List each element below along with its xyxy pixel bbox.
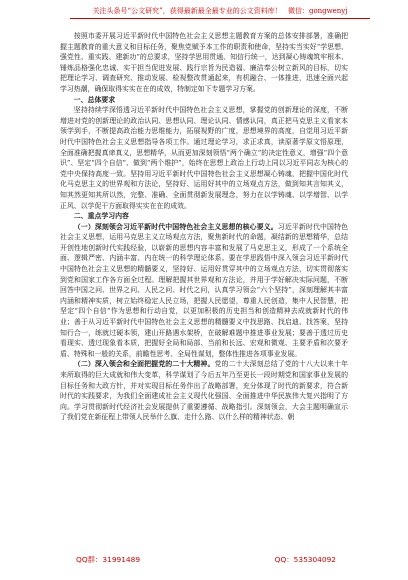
subsection-2-paragraph [60,359,348,423]
page-footer [76,554,336,565]
footer-qq: QQ：535304092 [274,555,336,564]
footer-qq-group: QQ群：31991489 [76,555,141,564]
document-body [60,31,348,423]
subsection-1-paragraph [60,222,348,360]
subsection-1-body: 习近平新时代中国特色社会主义思想，运用马克思主义立场观点方法，聚焦新时代的命题，凝结新的思想精华，总结开创性地创新时代实践经验，以崭新的思想内容丰富和发展了马克思主义，形成了一个系统全面、逻辑严密、内涵丰富、内在统一的科学理论体系。要在学思践悟中深入领会习近平新时代中国特色社会主义思想的精髓要义，坚持好、运用好贯穿其中的立场观点方法，切实贯彻落实到党和国家工作各方面全过程。理解把握其世界观和方法论，并用于学好解决实际问题，不断回答中国之问、世界之问、人民之问、时代之问，认真学习领会“六个坚持”，深刻理解其丰富内涵和精神实质，树立始终稳定人民立场，把握人民愿望，尊重人民创造，集中人民智慧，把坚定“四个自信”作为思想和行动自觉，以更加积极的历史担当和创造精神去成就新时代的伟业；善于从习近平新时代中国特色社会主义思想的精髓要义中找思路、找启迪、找答案，坚持知行合一，练就过硬本领，建山开路遇水架桥，在破解难题中推进事业发展；要善于透过历史看现实、透过现象看本质，把握好全局和局部、当前和长远、宏观和微观、主要矛盾和次要矛盾、特殊和一般的关系，前瞻性思考、全局性谋划，整体性推进各项事业发展。 [60,222,348,358]
subsection-1-heading: （一）深刻领会习近平新时代中国特色社会主义思想的核心要义。 [73,222,278,231]
section-1-paragraph: 坚持持续学深悟透习近平新时代中国特色社会主义思想，掌握党的创新理论的深度，不断增进对党的创新理论的政治认同、思想认同、理论认同、情感认同，真正把马克思主义看家本领学到手，不断提高政治能力思维能力，拓展视野的广度，思想境界的高度，自觉用习近平新时代中国特色社会主义思想指导各项工作。通过理论学习，求正求真，读原著学原文悟原理，全面准确把握真谛真义，思想精华，从而更加深刻领悟“两个确立”的决定性意义，增强“四个意识”、坚定“四个自信”、做到“两个维护”，始终在思想上政治上行动上同以习近平同志为核心的党中央保持高度一致。坚持用习近平新时代中国特色社会主义思想凝心铸魂，把握中国化时代化马克思主义的世界观和方法论，坚持好、运用好其中的立场观点方法，做到知其言知其义，知其然更知其所以然，完整、准确、全面贯彻新发展理念，努力在以学铸魂、以学增智、以学正风、以学促干方面取得实实在在的成效。 [60,106,348,210]
intro-paragraph: 按照市委开展习近平新时代中国特色社会主义思想主题教育方案的总体安排部署，准确把握主题教育的重大意义和目标任务，聚焦党赋予本工作的职责和使命，坚持实当实好“学思想、强党性、重实践、建新功”的总要求，坚持学思用贯通、知信行统一，达到凝心铸魂筑牢根本、锤炼品格强化忠诚、实干担当促进发展、践行宗旨为民造福、廉洁奉公树立新风的目标，切实把理论学习、调查研究、推动发展、检视整改贯通起来，有机融合、一体推进，迅速全面兴起学习热潮，确保取得实实在在的成效，特制定如下专题学习方案。 [60,32,348,93]
subsection-2-body: 党的二十大深刻总结了党的十八大以来十年来所取得的巨大成就和伟大变革，科学谋划了今后五年乃至更长一段时期党和国家事业发展的目标任务和大政方针，并对实现目标任务作出了战略部署，充分体现了时代的新要求，符合新时代的实践要求，为我们全面建成社会主义现代化强国、全面推进中华民族伟大复兴指明了方向。学习贯彻新时代经济社会发展提供了重要遵循、战略指引。深刻领会，大会主题明确宣示了我们党在新征程上带领人民举什么旗、走什么路、以什么样的精神状态、朝 [60,360,349,422]
subsection-2-heading: （二）深入领会和全面把握党的二十大精神。 [73,360,215,369]
header-wechat-text: 微信：gongwenyj [287,7,348,15]
section-1-heading: 一、总体要求 [73,95,116,104]
section-2-heading: 二、重点学习内容 [73,212,129,221]
header-promo-text: 关注头条号“公文研究”，获得最新最全最专业的公文资料库！ [92,7,282,15]
page-header [70,6,370,19]
